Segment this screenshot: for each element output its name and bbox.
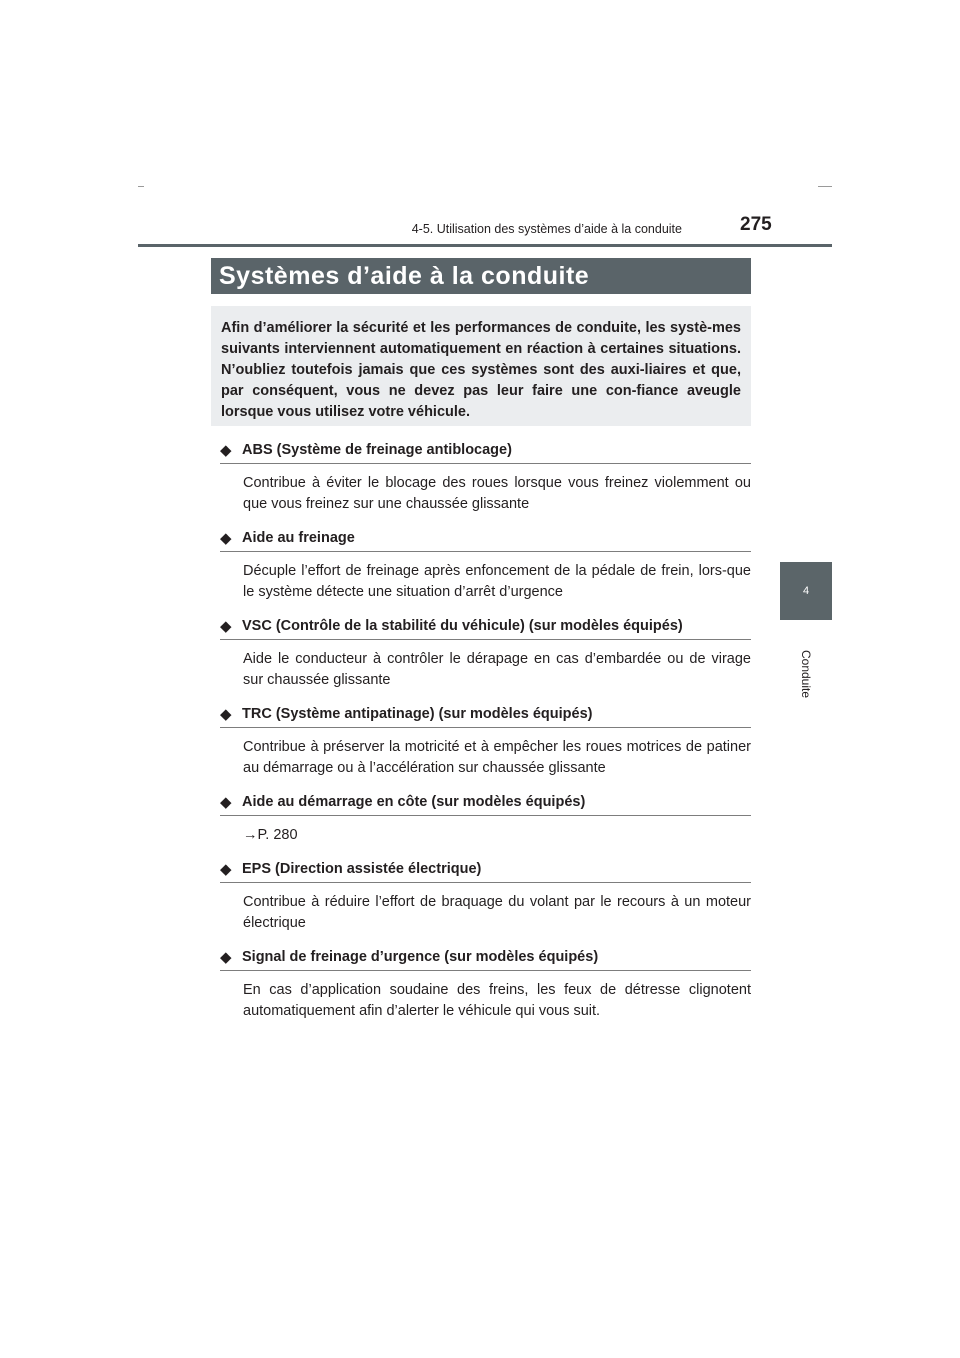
diamond-icon: ◆ <box>220 861 232 878</box>
page-reference-link[interactable]: →P. 280 <box>243 827 298 843</box>
chapter-tab[interactable]: 4 <box>780 562 832 620</box>
page-title: Systèmes d’aide à la conduite <box>211 258 751 294</box>
item-description: Décuple l’effort de freinage après enfoncement de la pédale de frein, lors-que le système détecte une situation d’arrêt d’urgence <box>243 563 751 600</box>
item-heading <box>220 616 751 640</box>
list-item <box>220 792 751 846</box>
crop-mark-right <box>818 186 832 187</box>
item-title: Aide au démarrage en côte (sur modèles équipés) <box>242 794 586 810</box>
item-title: Aide au freinage <box>242 530 355 546</box>
item-description: Contribue à réduire l’effort de braquage du volant par le recours à un moteur électrique <box>243 894 751 931</box>
item-description: Aide le conducteur à contrôler le dérapage en cas d’embardée ou de virage sur chaussée glissante <box>243 651 751 688</box>
intro-text: Afin d’améliorer la sécurité et les performances de conduite, les systè-mes suivants interviennent automatiquement en réaction à certaines situations. N’oubliez toutefois jamais que ces systèmes sont des auxi-liaires et que, par conséquent, vous ne devez pas leur faire une con-fiance aveugle lorsque vous utilisez votre véhicule. <box>221 320 741 420</box>
diamond-icon: ◆ <box>220 442 232 459</box>
diamond-icon: ◆ <box>220 949 232 966</box>
item-title: TRC (Système antipatinage) (sur modèles équipés) <box>242 706 593 722</box>
item-description: Contribue à éviter le blocage des roues lorsque vous freinez violemment ou que vous freinez sur une chaussée glissante <box>243 475 751 512</box>
item-title: EPS (Direction assistée électrique) <box>242 861 482 877</box>
item-title: ABS (Système de freinage antiblocage) <box>242 442 512 458</box>
list-item <box>220 440 751 515</box>
item-title: VSC (Contrôle de la stabilité du véhicule) (sur modèles équipés) <box>242 618 683 634</box>
systems-list <box>220 440 751 1035</box>
item-title: Signal de freinage d’urgence (sur modèles équipés) <box>242 949 599 965</box>
item-heading <box>220 440 751 464</box>
section-header: 4-5. Utilisation des systèmes d’aide à la conduite <box>411 222 682 236</box>
item-description: Contribue à préserver la motricité et à empêcher les roues motrices de patiner au démarrage ou à l’accélération sur chaussée glissante <box>243 739 751 776</box>
item-heading <box>220 859 751 883</box>
list-item <box>220 528 751 603</box>
page-number: 275 <box>740 214 772 235</box>
list-item <box>220 616 751 691</box>
item-heading <box>220 947 751 971</box>
diamond-icon: ◆ <box>220 530 232 547</box>
list-item <box>220 704 751 779</box>
chapter-label-text: Conduite <box>798 649 813 699</box>
diamond-icon: ◆ <box>220 618 232 635</box>
header-rule <box>138 244 832 247</box>
item-heading <box>220 792 751 816</box>
diamond-icon: ◆ <box>220 794 232 811</box>
list-item <box>220 947 751 1022</box>
item-heading <box>220 528 751 552</box>
intro-box <box>211 306 751 426</box>
item-heading <box>220 704 751 728</box>
item-description: En cas d’application soudaine des freins, les feux de détresse clignotent automatiquement afin d’alerter le véhicule qui vous suit. <box>243 982 751 1019</box>
list-item <box>220 859 751 934</box>
chapter-label <box>764 632 848 716</box>
diamond-icon: ◆ <box>220 706 232 723</box>
crop-mark-left <box>138 186 144 187</box>
